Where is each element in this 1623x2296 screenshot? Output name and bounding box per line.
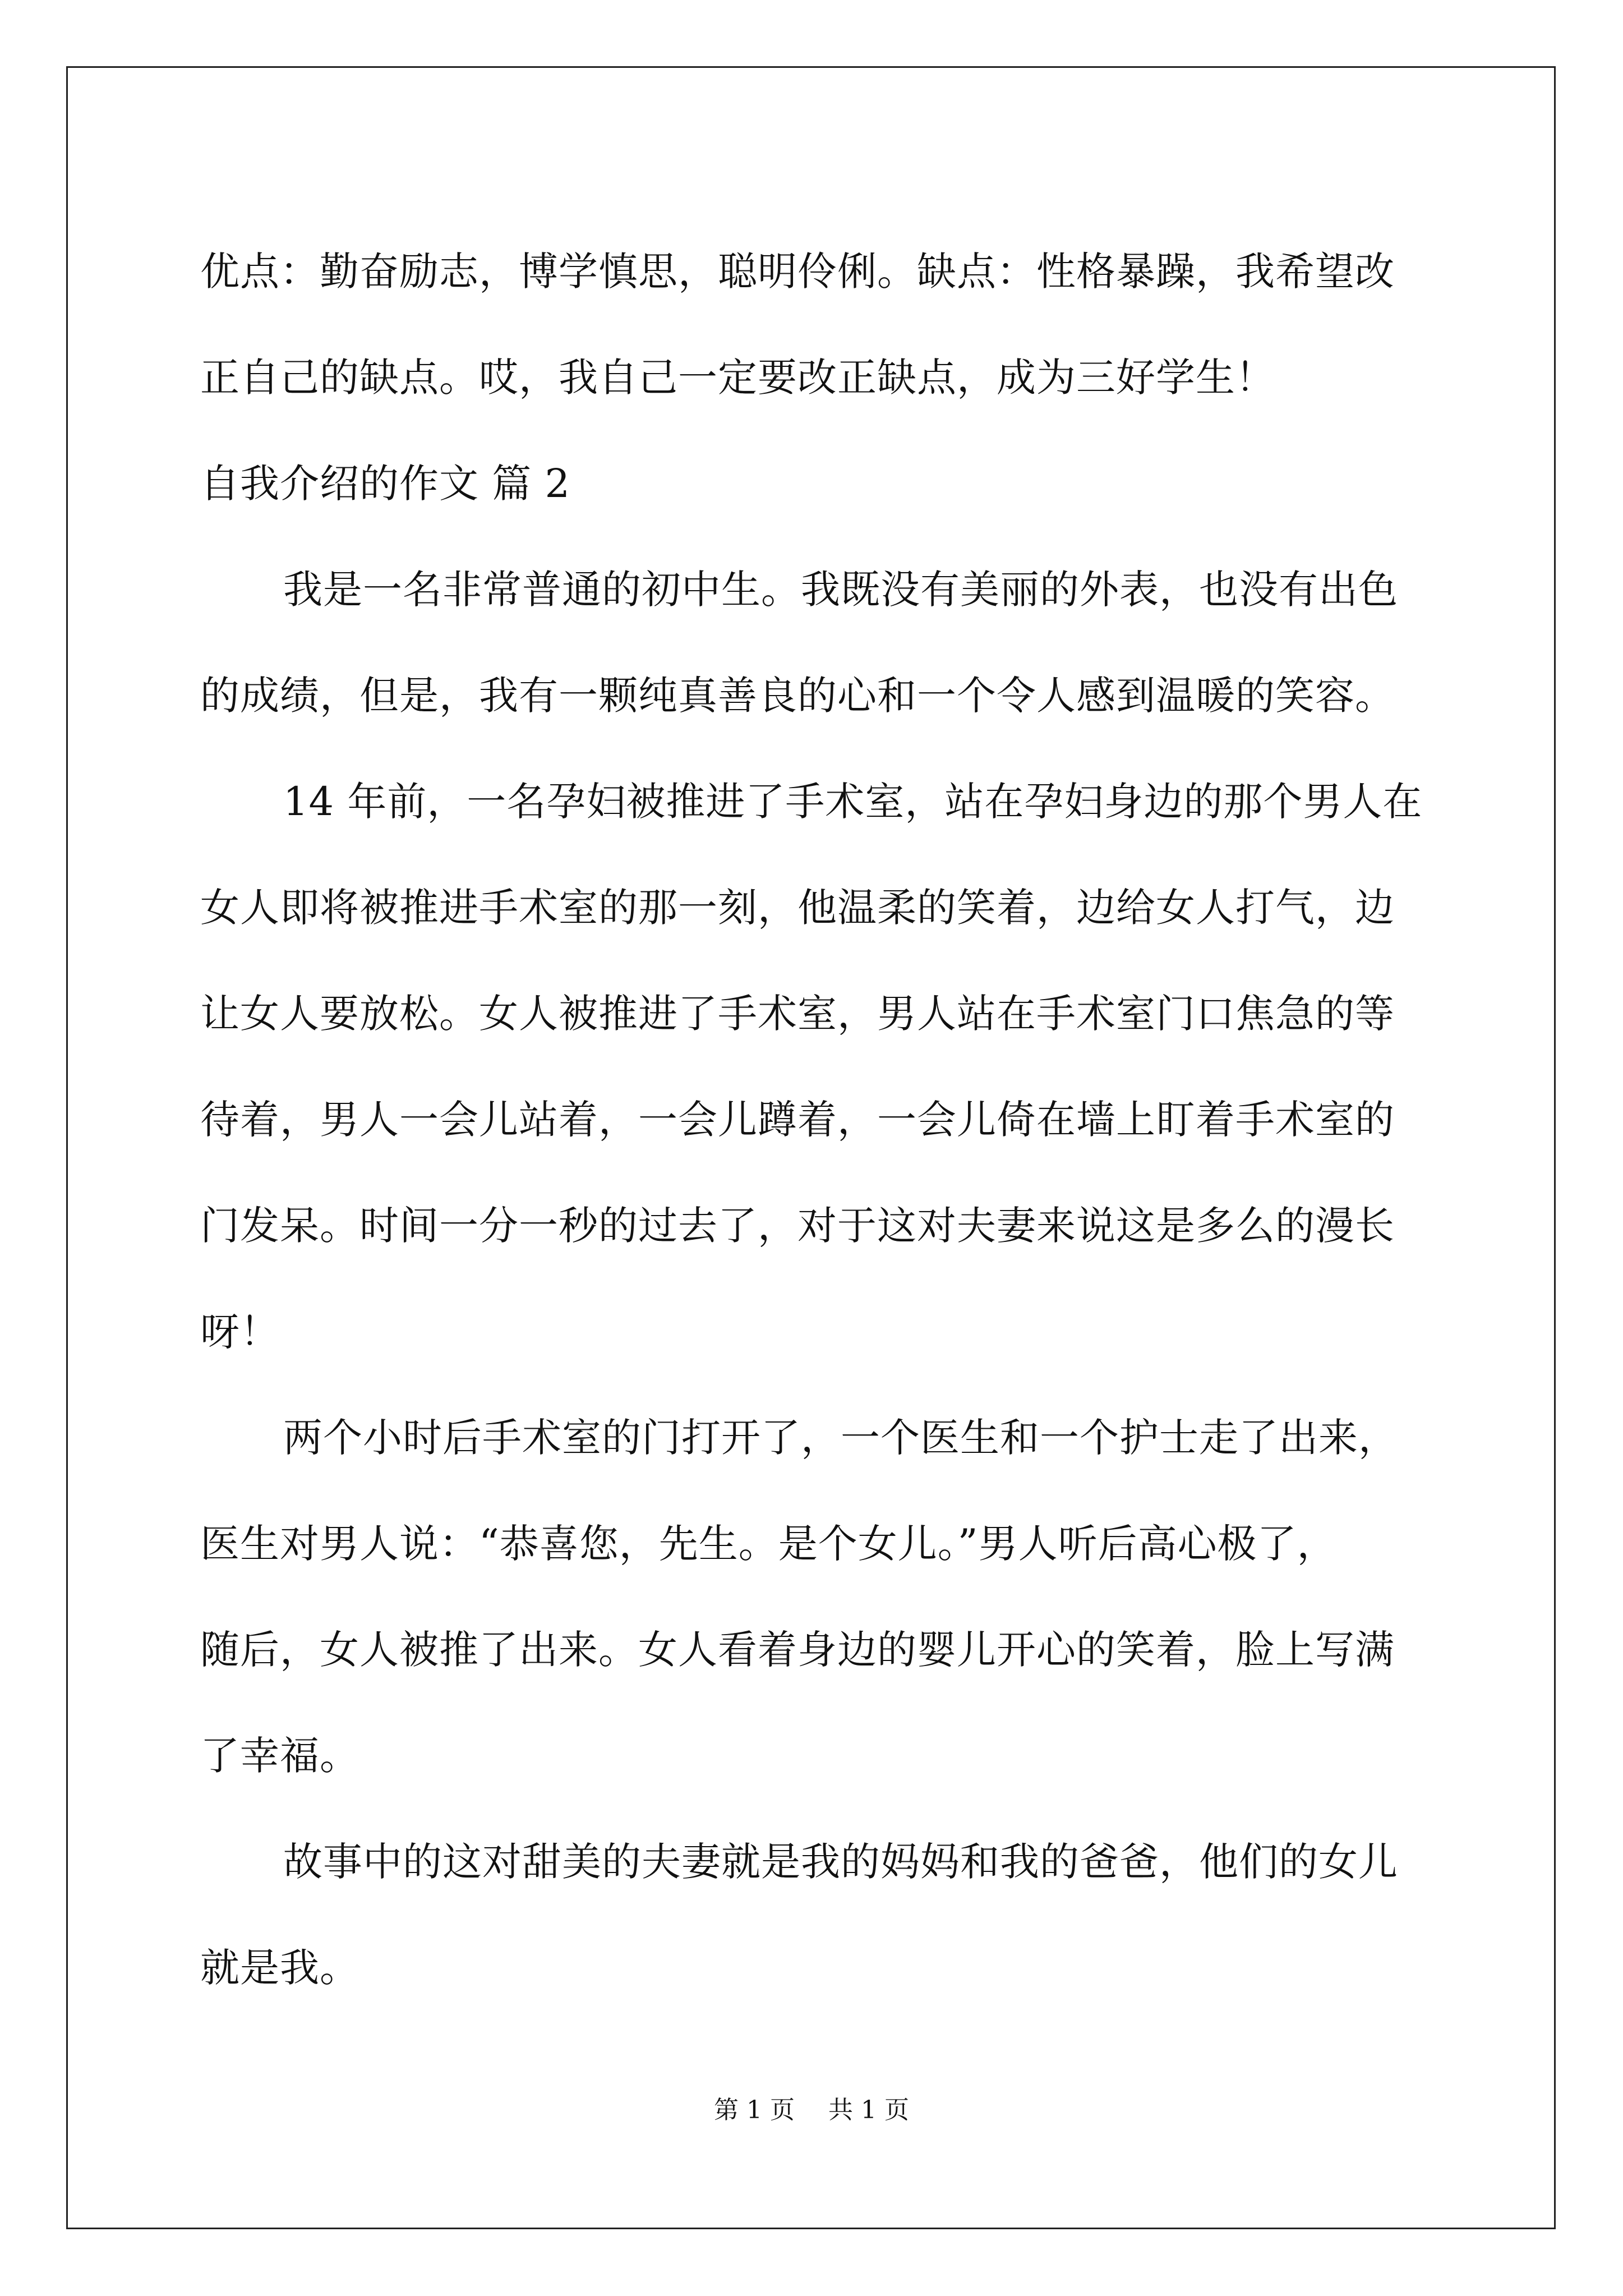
text-line: 呀！ — [200, 1309, 280, 1355]
text-line: 待着，男人一会儿站着，一会儿蹲着，一会儿倚在墙上盯着手术室的 — [200, 1097, 1395, 1143]
page-total: 共 1 页 — [828, 2096, 909, 2124]
text-line: 就是我。 — [200, 1945, 359, 1991]
text-line: 医生对男人说：“恭喜您，先生。是个女儿。”男人听后高心极了， — [200, 1521, 1337, 1567]
page-footer — [0, 2090, 1623, 2125]
paragraph-start: 故事中的这对甜美的夫妻就是我的妈妈和我的爸爸，他们的女儿 — [283, 1839, 1398, 1885]
text-line: 正自己的缺点。哎，我自己一定要改正缺点，成为三好学生！ — [200, 355, 1275, 401]
text-line: 女人即将被推进手术室的那一刻，他温柔的笑着，边给女人打气，边 — [200, 885, 1395, 931]
paragraph-start: 两个小时后手术室的门打开了，一个医生和一个护士走了出来， — [283, 1415, 1398, 1461]
paragraph-start: 我是一名非常普通的初中生。我既没有美丽的外表，也没有出色 — [283, 567, 1398, 613]
text-line: 随后，女人被推了出来。女人看着身边的婴儿开心的笑着，脸上写满 — [200, 1627, 1395, 1673]
document-body — [200, 219, 1434, 2021]
text-line: 让女人要放松。女人被推进了手术室，男人站在手术室门口焦急的等 — [200, 991, 1395, 1037]
paragraph-start: 14 年前，一名孕妇被推进了手术室，站在孕妇身边的那个男人在 — [283, 779, 1423, 825]
text-line: 优点：勤奋励志，博学慎思，聪明伶俐。缺点：性格暴躁，我希望改 — [200, 249, 1395, 295]
text-line: 门发呆。时间一分一秒的过去了，对于这对夫妻来说这是多么的漫长 — [200, 1203, 1395, 1249]
page-number: 第 1 页 — [714, 2096, 795, 2124]
text-line: 了幸福。 — [200, 1733, 359, 1779]
section-heading: 自我介绍的作文 篇 2 — [200, 461, 571, 507]
text-line: 的成绩，但是，我有一颗纯真善良的心和一个令人感到温暖的笑容。 — [200, 673, 1395, 719]
